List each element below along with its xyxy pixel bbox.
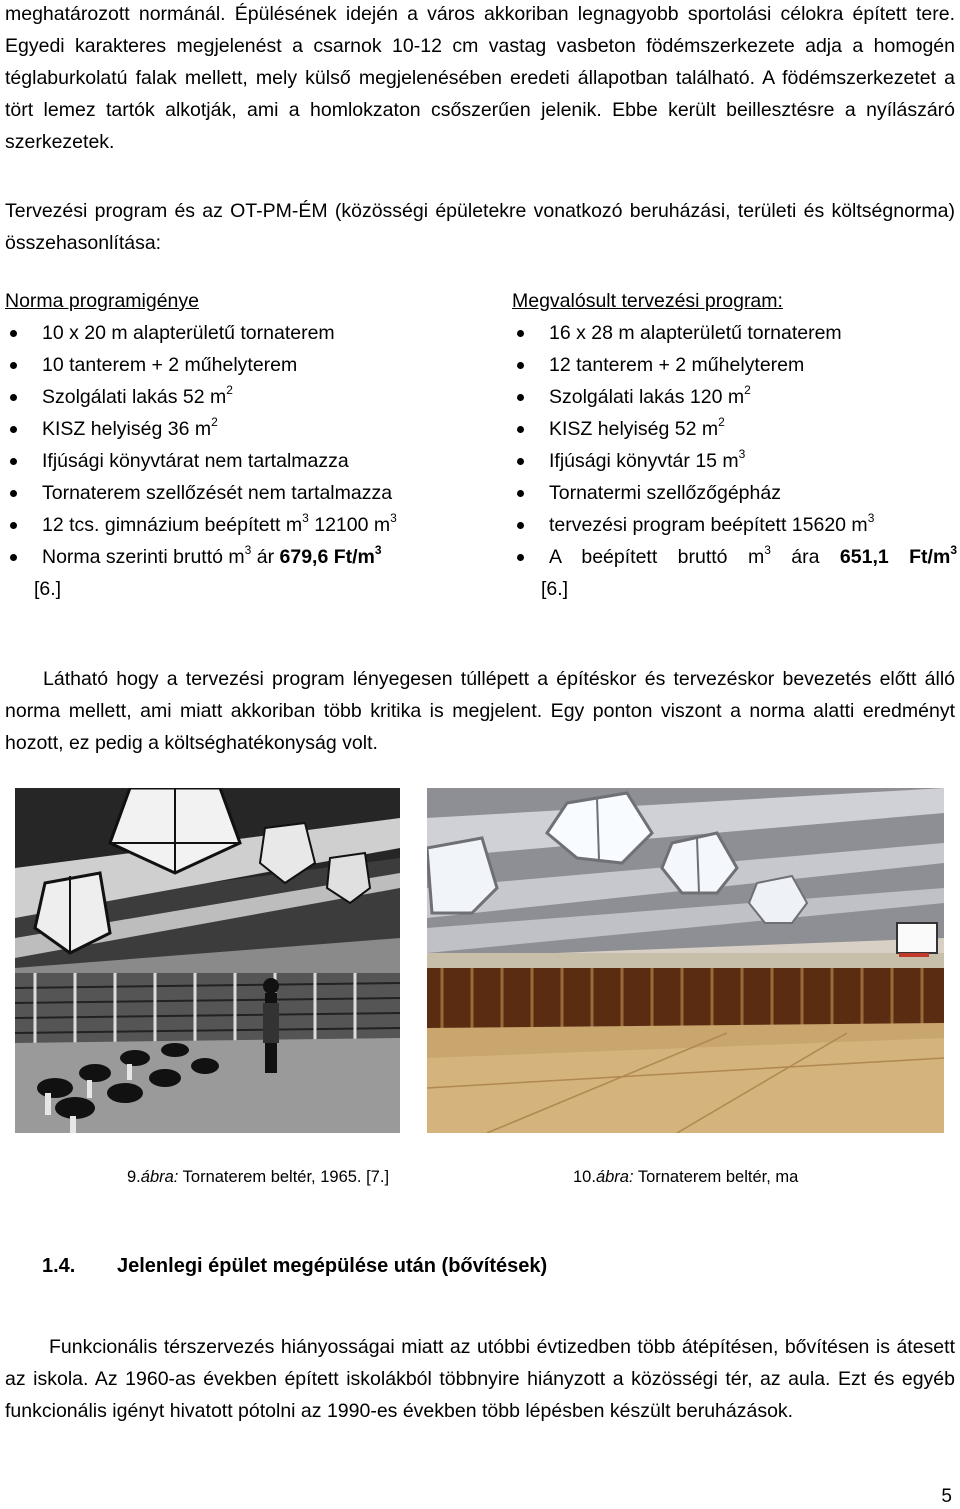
list-item: 12 tcs. gimnázium beépített $m^3$ 12100 $m^3$ bbox=[5, 509, 455, 541]
megvalosult-column bbox=[512, 285, 957, 605]
comparison-intro-paragraph: Tervezési program és az OT-PM-ÉM (közösségi épületekre vonatkozó beruházási, területi és költségnorma) összehasonlítása: bbox=[5, 200, 955, 254]
photo-gym-today bbox=[427, 788, 944, 1133]
norma-column bbox=[5, 285, 455, 605]
section-heading bbox=[42, 1250, 547, 1282]
list-item: Tornatermi szellőzőgépház bbox=[512, 477, 957, 509]
list-item: 16 x 28 m alapterületű tornaterem bbox=[512, 317, 957, 349]
intro-paragraph: meghatározott normánál. Épülésének idején a város akkoriban legnagyobb sportolási célokra épített tere. Egyedi karakteres megjelenést a csarnok 10-12 cm vastag vasbeton födémszerkezete adja a homogén téglaburkolatú falak mellett, mely külső megjelenésében eredeti állapotban található. A födémszerkezetet a tört lemez tartók alkotják, ami a homlokzaton csőszerűen jelenik. Ebbe került beillesztésre a nyílászáró szerkezetek. bbox=[5, 3, 955, 153]
list-item: tervezési program beépített 15620 $m^3$ bbox=[512, 509, 957, 541]
list-item: 10 tanterem + 2 műhelyterem bbox=[5, 349, 455, 381]
page-number: 5 bbox=[941, 1486, 952, 1507]
list-item-reference: [6.] bbox=[541, 578, 569, 600]
list-item: KISZ helyiség 36 $m^2$ bbox=[5, 413, 455, 445]
section-number: 1.4. bbox=[42, 1255, 76, 1277]
photo-gym-today-image bbox=[427, 788, 944, 1133]
caption-fig9: 9.ábra: Tornaterem beltér, 1965. [7.] bbox=[127, 1168, 390, 1186]
list-item: Norma szerinti bruttó $m^3$ ár 679,6 $Ft/m^3$ bbox=[5, 541, 455, 573]
list-item: Ifjúsági könyvtár 15 $m^3$ bbox=[512, 445, 957, 477]
expansion-paragraph: Funkcionális térszervezés hiányosságai miatt az utóbbi évtizedben több átépítésen, bővítésen is átesett az iskola. Az 1960-as években épített iskolákból többnyire hiányzott a közösségi tér, az aula. Ezt és egyéb funkcionális igényt hivatott pótolni az 1990-es években több lépésben készült beruházások. bbox=[5, 1336, 955, 1422]
list-item: Szolgálati lakás 120 $m^2$ bbox=[512, 381, 957, 413]
megvalosult-list bbox=[512, 317, 957, 605]
list-item: Ifjúsági könyvtárat nem tartalmazza bbox=[5, 445, 455, 477]
list-item: 10 x 20 m alapterületű tornaterem bbox=[5, 317, 455, 349]
list-item: A beépített bruttó $m^3$ ára 651,1 $Ft/m^3$ bbox=[512, 541, 957, 573]
list-item: KISZ helyiség 52 $m^2$ bbox=[512, 413, 957, 445]
photo-gym-1965 bbox=[15, 788, 400, 1133]
list-item: Szolgálati lakás 52 $m^2$ bbox=[5, 381, 455, 413]
caption-fig10: 10.ábra: Tornaterem beltér, ma bbox=[573, 1168, 799, 1186]
norma-title: Norma programigénye bbox=[5, 290, 200, 312]
norma-list bbox=[5, 317, 455, 605]
list-item-reference: [6.] bbox=[34, 578, 62, 600]
section-title: Jelenlegi épület megépülése után (bővítések) bbox=[117, 1255, 548, 1277]
megvalosult-title: Megvalósult tervezési program: bbox=[512, 290, 783, 312]
photo-gym-1965-image bbox=[15, 788, 400, 1133]
list-item: 12 tanterem + 2 műhelyterem bbox=[512, 349, 957, 381]
conclusion-paragraph: Látható hogy a tervezési program lényegesen túllépett a építéskor és tervezéskor bevezetés előtt álló norma mellett, ami miatt akkoriban több kritika is megjelent. Egy ponton viszont a norma alatti eredményt hozott, ez pedig a költséghatékonyság volt. bbox=[5, 668, 955, 754]
list-item: Tornaterem szellőzését nem tartalmazza bbox=[5, 477, 455, 509]
